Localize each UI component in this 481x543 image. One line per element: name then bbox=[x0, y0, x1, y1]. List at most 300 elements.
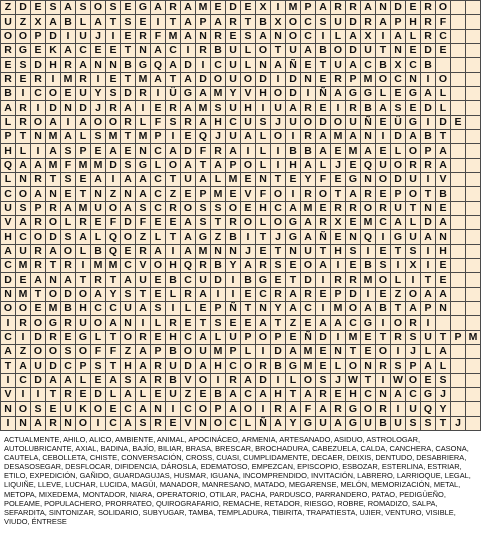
grid-cell[interactable]: T bbox=[106, 273, 121, 287]
grid-cell[interactable]: A bbox=[241, 129, 256, 143]
grid-cell[interactable]: L bbox=[151, 158, 166, 172]
grid-cell[interactable]: R bbox=[46, 201, 61, 215]
grid-cell[interactable]: M bbox=[16, 287, 31, 301]
grid-cell[interactable]: M bbox=[226, 172, 241, 186]
grid-cell[interactable]: O bbox=[241, 215, 256, 229]
grid-cell[interactable]: A bbox=[31, 416, 46, 430]
grid-cell[interactable]: Y bbox=[301, 172, 316, 186]
grid-cell[interactable]: A bbox=[121, 273, 136, 287]
grid-cell[interactable]: D bbox=[46, 230, 61, 244]
grid-cell[interactable]: O bbox=[241, 158, 256, 172]
grid-cell[interactable]: F bbox=[61, 158, 76, 172]
grid-cell[interactable]: P bbox=[151, 129, 166, 143]
grid-cell[interactable]: T bbox=[76, 187, 91, 201]
grid-cell[interactable]: T bbox=[166, 15, 181, 29]
grid-cell[interactable]: C bbox=[301, 29, 316, 43]
grid-cell[interactable] bbox=[451, 101, 466, 115]
grid-cell[interactable]: X bbox=[31, 15, 46, 29]
grid-cell[interactable]: I bbox=[256, 402, 271, 416]
grid-cell[interactable]: O bbox=[346, 301, 361, 315]
grid-cell[interactable]: E bbox=[181, 129, 196, 143]
grid-cell[interactable]: O bbox=[271, 187, 286, 201]
grid-cell[interactable]: M bbox=[91, 258, 106, 272]
grid-cell[interactable]: A bbox=[46, 144, 61, 158]
grid-cell[interactable]: U bbox=[1, 201, 16, 215]
grid-cell[interactable]: E bbox=[166, 215, 181, 229]
grid-cell[interactable]: O bbox=[301, 373, 316, 387]
grid-cell[interactable]: Y bbox=[106, 287, 121, 301]
grid-cell[interactable]: R bbox=[301, 287, 316, 301]
grid-cell[interactable]: E bbox=[331, 172, 346, 186]
grid-cell[interactable] bbox=[451, 215, 466, 229]
grid-cell[interactable]: E bbox=[151, 287, 166, 301]
grid-cell[interactable]: E bbox=[106, 43, 121, 57]
grid-cell[interactable]: A bbox=[286, 101, 301, 115]
grid-cell[interactable]: A bbox=[376, 15, 391, 29]
grid-cell[interactable]: M bbox=[106, 129, 121, 143]
grid-cell[interactable]: T bbox=[376, 43, 391, 57]
grid-cell[interactable]: T bbox=[376, 330, 391, 344]
grid-cell[interactable]: F bbox=[151, 115, 166, 129]
grid-cell[interactable]: O bbox=[16, 402, 31, 416]
grid-cell[interactable]: A bbox=[61, 373, 76, 387]
grid-cell[interactable] bbox=[466, 187, 481, 201]
grid-cell[interactable]: I bbox=[421, 316, 436, 330]
grid-cell[interactable]: R bbox=[301, 101, 316, 115]
grid-cell[interactable]: Ñ bbox=[226, 301, 241, 315]
grid-cell[interactable] bbox=[451, 359, 466, 373]
grid-cell[interactable]: V bbox=[181, 373, 196, 387]
grid-cell[interactable]: O bbox=[16, 301, 31, 315]
grid-cell[interactable]: A bbox=[436, 158, 451, 172]
grid-cell[interactable]: E bbox=[316, 359, 331, 373]
grid-cell[interactable]: R bbox=[46, 330, 61, 344]
grid-cell[interactable]: C bbox=[301, 15, 316, 29]
grid-cell[interactable]: A bbox=[301, 215, 316, 229]
grid-cell[interactable]: S bbox=[136, 201, 151, 215]
grid-cell[interactable]: E bbox=[91, 215, 106, 229]
grid-cell[interactable]: A bbox=[31, 187, 46, 201]
grid-cell[interactable]: D bbox=[256, 72, 271, 86]
grid-cell[interactable]: A bbox=[181, 244, 196, 258]
grid-cell[interactable]: A bbox=[46, 244, 61, 258]
grid-cell[interactable] bbox=[466, 316, 481, 330]
grid-cell[interactable]: Ü bbox=[391, 115, 406, 129]
grid-cell[interactable]: M bbox=[361, 273, 376, 287]
grid-cell[interactable]: T bbox=[361, 373, 376, 387]
grid-cell[interactable]: E bbox=[241, 172, 256, 186]
grid-cell[interactable]: A bbox=[391, 215, 406, 229]
grid-cell[interactable]: Z bbox=[181, 387, 196, 401]
grid-cell[interactable]: Q bbox=[421, 402, 436, 416]
grid-cell[interactable]: A bbox=[136, 359, 151, 373]
grid-cell[interactable]: W bbox=[391, 373, 406, 387]
grid-cell[interactable]: U bbox=[136, 273, 151, 287]
grid-cell[interactable]: I bbox=[376, 373, 391, 387]
grid-cell[interactable]: N bbox=[331, 344, 346, 358]
grid-cell[interactable]: L bbox=[136, 387, 151, 401]
grid-cell[interactable]: T bbox=[136, 287, 151, 301]
grid-cell[interactable]: P bbox=[391, 187, 406, 201]
grid-cell[interactable]: Y bbox=[436, 402, 451, 416]
grid-cell[interactable]: T bbox=[16, 129, 31, 143]
grid-cell[interactable]: E bbox=[121, 29, 136, 43]
grid-cell[interactable]: T bbox=[121, 72, 136, 86]
grid-cell[interactable]: I bbox=[16, 387, 31, 401]
grid-cell[interactable]: A bbox=[361, 144, 376, 158]
grid-cell[interactable]: E bbox=[406, 43, 421, 57]
grid-cell[interactable]: M bbox=[46, 158, 61, 172]
grid-cell[interactable]: O bbox=[16, 29, 31, 43]
grid-cell[interactable]: T bbox=[46, 387, 61, 401]
grid-cell[interactable]: R bbox=[16, 101, 31, 115]
grid-cell[interactable]: J bbox=[331, 373, 346, 387]
grid-cell[interactable]: I bbox=[271, 144, 286, 158]
grid-cell[interactable]: O bbox=[241, 402, 256, 416]
grid-cell[interactable]: S bbox=[211, 201, 226, 215]
grid-cell[interactable]: F bbox=[106, 215, 121, 229]
grid-cell[interactable]: L bbox=[256, 144, 271, 158]
grid-cell[interactable]: L bbox=[61, 215, 76, 229]
grid-cell[interactable]: N bbox=[196, 416, 211, 430]
grid-cell[interactable]: P bbox=[1, 129, 16, 143]
grid-cell[interactable]: A bbox=[436, 287, 451, 301]
grid-cell[interactable]: R bbox=[211, 29, 226, 43]
grid-cell[interactable]: S bbox=[91, 359, 106, 373]
grid-cell[interactable]: R bbox=[421, 1, 436, 15]
grid-cell[interactable]: A bbox=[61, 129, 76, 143]
grid-cell[interactable]: R bbox=[316, 387, 331, 401]
grid-cell[interactable]: C bbox=[166, 43, 181, 57]
grid-cell[interactable]: I bbox=[196, 58, 211, 72]
grid-cell[interactable]: L bbox=[241, 416, 256, 430]
grid-cell[interactable]: A bbox=[331, 86, 346, 100]
grid-cell[interactable]: B bbox=[361, 258, 376, 272]
grid-cell[interactable]: H bbox=[1, 230, 16, 244]
grid-cell[interactable] bbox=[451, 58, 466, 72]
grid-cell[interactable]: S bbox=[196, 201, 211, 215]
grid-cell[interactable]: H bbox=[436, 244, 451, 258]
grid-cell[interactable]: B bbox=[301, 144, 316, 158]
grid-cell[interactable]: S bbox=[421, 416, 436, 430]
grid-cell[interactable]: H bbox=[241, 101, 256, 115]
grid-cell[interactable]: T bbox=[391, 301, 406, 315]
grid-cell[interactable]: A bbox=[196, 359, 211, 373]
grid-cell[interactable]: O bbox=[31, 344, 46, 358]
grid-cell[interactable] bbox=[466, 287, 481, 301]
grid-cell[interactable]: D bbox=[256, 373, 271, 387]
grid-cell[interactable]: N bbox=[286, 244, 301, 258]
grid-cell[interactable]: A bbox=[211, 158, 226, 172]
grid-cell[interactable]: E bbox=[241, 316, 256, 330]
grid-cell[interactable]: N bbox=[226, 244, 241, 258]
grid-cell[interactable]: L bbox=[151, 230, 166, 244]
grid-cell[interactable]: D bbox=[181, 144, 196, 158]
grid-cell[interactable]: H bbox=[166, 330, 181, 344]
grid-cell[interactable]: E bbox=[436, 201, 451, 215]
grid-cell[interactable]: C bbox=[1, 258, 16, 272]
grid-cell[interactable]: D bbox=[421, 215, 436, 229]
grid-cell[interactable]: C bbox=[106, 416, 121, 430]
grid-cell[interactable]: U bbox=[361, 43, 376, 57]
grid-cell[interactable]: U bbox=[166, 359, 181, 373]
grid-cell[interactable]: I bbox=[1, 416, 16, 430]
grid-cell[interactable]: O bbox=[376, 172, 391, 186]
grid-cell[interactable]: E bbox=[316, 287, 331, 301]
grid-cell[interactable]: D bbox=[181, 58, 196, 72]
grid-cell[interactable]: E bbox=[121, 1, 136, 15]
grid-cell[interactable]: G bbox=[181, 86, 196, 100]
grid-cell[interactable]: F bbox=[151, 29, 166, 43]
grid-cell[interactable]: B bbox=[166, 273, 181, 287]
grid-cell[interactable]: A bbox=[301, 43, 316, 57]
grid-cell[interactable]: A bbox=[241, 373, 256, 387]
grid-cell[interactable]: U bbox=[361, 416, 376, 430]
grid-cell[interactable]: I bbox=[106, 172, 121, 186]
grid-cell[interactable]: H bbox=[211, 359, 226, 373]
grid-cell[interactable]: U bbox=[331, 58, 346, 72]
grid-cell[interactable]: O bbox=[196, 373, 211, 387]
grid-cell[interactable]: I bbox=[136, 316, 151, 330]
grid-cell[interactable]: O bbox=[76, 416, 91, 430]
grid-cell[interactable]: A bbox=[211, 15, 226, 29]
grid-cell[interactable]: B bbox=[316, 43, 331, 57]
grid-cell[interactable]: P bbox=[31, 29, 46, 43]
grid-cell[interactable]: L bbox=[106, 387, 121, 401]
grid-cell[interactable] bbox=[466, 387, 481, 401]
grid-cell[interactable]: N bbox=[256, 301, 271, 315]
grid-cell[interactable]: G bbox=[346, 402, 361, 416]
grid-cell[interactable]: C bbox=[406, 387, 421, 401]
grid-cell[interactable]: I bbox=[421, 72, 436, 86]
grid-cell[interactable]: U bbox=[346, 115, 361, 129]
grid-cell[interactable]: R bbox=[331, 1, 346, 15]
grid-cell[interactable]: O bbox=[91, 115, 106, 129]
grid-cell[interactable]: E bbox=[61, 187, 76, 201]
grid-cell[interactable]: A bbox=[121, 101, 136, 115]
grid-cell[interactable]: A bbox=[136, 301, 151, 315]
grid-cell[interactable]: A bbox=[136, 402, 151, 416]
grid-cell[interactable]: S bbox=[151, 301, 166, 315]
grid-cell[interactable]: O bbox=[391, 316, 406, 330]
grid-cell[interactable]: I bbox=[316, 29, 331, 43]
grid-cell[interactable]: O bbox=[181, 344, 196, 358]
grid-cell[interactable] bbox=[451, 301, 466, 315]
grid-cell[interactable] bbox=[451, 1, 466, 15]
grid-cell[interactable]: C bbox=[16, 230, 31, 244]
grid-cell[interactable]: V bbox=[241, 86, 256, 100]
grid-cell[interactable]: I bbox=[226, 287, 241, 301]
grid-cell[interactable]: R bbox=[136, 29, 151, 43]
grid-cell[interactable]: U bbox=[226, 58, 241, 72]
grid-cell[interactable]: D bbox=[121, 215, 136, 229]
grid-cell[interactable]: C bbox=[346, 316, 361, 330]
grid-cell[interactable]: R bbox=[331, 72, 346, 86]
grid-cell[interactable]: E bbox=[316, 101, 331, 115]
grid-cell[interactable]: L bbox=[1, 115, 16, 129]
grid-cell[interactable]: R bbox=[91, 273, 106, 287]
grid-cell[interactable]: I bbox=[286, 129, 301, 143]
grid-cell[interactable]: E bbox=[91, 373, 106, 387]
grid-cell[interactable]: N bbox=[256, 172, 271, 186]
grid-cell[interactable]: B bbox=[421, 58, 436, 72]
grid-cell[interactable]: E bbox=[406, 1, 421, 15]
grid-cell[interactable]: T bbox=[331, 187, 346, 201]
grid-cell[interactable]: A bbox=[1, 101, 16, 115]
grid-cell[interactable]: P bbox=[241, 330, 256, 344]
grid-cell[interactable]: U bbox=[226, 72, 241, 86]
grid-cell[interactable]: L bbox=[151, 316, 166, 330]
grid-cell[interactable]: T bbox=[286, 387, 301, 401]
grid-cell[interactable]: O bbox=[346, 359, 361, 373]
grid-cell[interactable]: A bbox=[436, 344, 451, 358]
grid-cell[interactable]: T bbox=[241, 15, 256, 29]
grid-cell[interactable]: S bbox=[121, 15, 136, 29]
grid-cell[interactable]: E bbox=[76, 172, 91, 186]
grid-cell[interactable]: M bbox=[76, 201, 91, 215]
grid-cell[interactable]: U bbox=[226, 101, 241, 115]
grid-cell[interactable]: P bbox=[301, 1, 316, 15]
grid-cell[interactable]: L bbox=[316, 158, 331, 172]
grid-cell[interactable]: M bbox=[136, 72, 151, 86]
grid-cell[interactable]: A bbox=[16, 359, 31, 373]
grid-cell[interactable]: B bbox=[256, 15, 271, 29]
grid-cell[interactable] bbox=[466, 15, 481, 29]
grid-cell[interactable]: R bbox=[16, 316, 31, 330]
grid-cell[interactable]: R bbox=[31, 72, 46, 86]
grid-cell[interactable]: O bbox=[256, 330, 271, 344]
grid-cell[interactable]: B bbox=[286, 144, 301, 158]
grid-cell[interactable]: A bbox=[106, 373, 121, 387]
grid-cell[interactable]: L bbox=[76, 244, 91, 258]
grid-cell[interactable]: Z bbox=[121, 344, 136, 358]
grid-cell[interactable]: C bbox=[76, 43, 91, 57]
grid-cell[interactable]: B bbox=[211, 387, 226, 401]
grid-cell[interactable] bbox=[466, 244, 481, 258]
grid-cell[interactable]: L bbox=[241, 344, 256, 358]
grid-cell[interactable]: S bbox=[316, 373, 331, 387]
grid-cell[interactable] bbox=[466, 1, 481, 15]
grid-cell[interactable]: A bbox=[121, 387, 136, 401]
grid-cell[interactable]: R bbox=[421, 15, 436, 29]
grid-cell[interactable]: L bbox=[331, 359, 346, 373]
grid-cell[interactable]: C bbox=[256, 287, 271, 301]
grid-cell[interactable]: L bbox=[241, 43, 256, 57]
grid-cell[interactable]: Y bbox=[91, 86, 106, 100]
grid-cell[interactable] bbox=[451, 72, 466, 86]
grid-cell[interactable]: N bbox=[436, 301, 451, 315]
grid-cell[interactable]: H bbox=[211, 115, 226, 129]
grid-cell[interactable]: R bbox=[346, 201, 361, 215]
grid-cell[interactable]: R bbox=[421, 158, 436, 172]
grid-cell[interactable]: O bbox=[301, 115, 316, 129]
grid-cell[interactable]: R bbox=[76, 215, 91, 229]
grid-cell[interactable]: O bbox=[376, 273, 391, 287]
grid-cell[interactable]: R bbox=[166, 201, 181, 215]
grid-cell[interactable]: V bbox=[241, 187, 256, 201]
grid-cell[interactable]: L bbox=[406, 215, 421, 229]
grid-cell[interactable]: R bbox=[31, 244, 46, 258]
grid-cell[interactable]: E bbox=[151, 273, 166, 287]
grid-cell[interactable]: T bbox=[121, 129, 136, 143]
grid-cell[interactable] bbox=[451, 387, 466, 401]
grid-cell[interactable]: T bbox=[271, 244, 286, 258]
grid-cell[interactable]: A bbox=[376, 101, 391, 115]
grid-cell[interactable] bbox=[466, 373, 481, 387]
grid-cell[interactable]: N bbox=[361, 129, 376, 143]
grid-cell[interactable]: M bbox=[346, 330, 361, 344]
grid-cell[interactable]: N bbox=[1, 287, 16, 301]
grid-cell[interactable]: P bbox=[31, 201, 46, 215]
grid-cell[interactable]: A bbox=[91, 15, 106, 29]
grid-cell[interactable]: A bbox=[136, 172, 151, 186]
grid-cell[interactable]: H bbox=[76, 301, 91, 315]
grid-cell[interactable]: D bbox=[46, 101, 61, 115]
grid-cell[interactable]: G bbox=[136, 1, 151, 15]
grid-cell[interactable]: I bbox=[331, 330, 346, 344]
grid-cell[interactable]: G bbox=[346, 86, 361, 100]
grid-cell[interactable]: I bbox=[31, 101, 46, 115]
grid-cell[interactable]: D bbox=[346, 43, 361, 57]
grid-cell[interactable]: C bbox=[121, 402, 136, 416]
grid-cell[interactable] bbox=[466, 215, 481, 229]
grid-cell[interactable]: L bbox=[436, 359, 451, 373]
grid-cell[interactable]: C bbox=[376, 215, 391, 229]
grid-cell[interactable]: O bbox=[16, 187, 31, 201]
grid-cell[interactable]: P bbox=[196, 187, 211, 201]
grid-cell[interactable]: R bbox=[166, 101, 181, 115]
grid-cell[interactable]: E bbox=[376, 244, 391, 258]
grid-cell[interactable]: R bbox=[31, 172, 46, 186]
grid-cell[interactable]: Z bbox=[136, 230, 151, 244]
grid-cell[interactable]: A bbox=[241, 258, 256, 272]
grid-cell[interactable]: A bbox=[151, 43, 166, 57]
grid-cell[interactable]: T bbox=[436, 416, 451, 430]
grid-cell[interactable]: Q bbox=[151, 58, 166, 72]
grid-cell[interactable]: O bbox=[376, 344, 391, 358]
grid-cell[interactable]: A bbox=[46, 15, 61, 29]
grid-cell[interactable]: C bbox=[181, 330, 196, 344]
grid-cell[interactable]: A bbox=[91, 287, 106, 301]
grid-cell[interactable]: Ñ bbox=[256, 416, 271, 430]
grid-cell[interactable]: R bbox=[61, 316, 76, 330]
grid-cell[interactable]: C bbox=[1, 187, 16, 201]
grid-cell[interactable]: R bbox=[136, 330, 151, 344]
grid-cell[interactable]: A bbox=[181, 215, 196, 229]
grid-cell[interactable]: L bbox=[76, 373, 91, 387]
grid-cell[interactable]: G bbox=[361, 86, 376, 100]
grid-cell[interactable]: E bbox=[31, 301, 46, 315]
grid-cell[interactable]: M bbox=[211, 86, 226, 100]
grid-cell[interactable]: C bbox=[151, 144, 166, 158]
grid-cell[interactable]: U bbox=[241, 115, 256, 129]
grid-cell[interactable] bbox=[451, 258, 466, 272]
grid-cell[interactable]: O bbox=[226, 201, 241, 215]
grid-cell[interactable]: V bbox=[1, 387, 16, 401]
grid-cell[interactable]: G bbox=[256, 273, 271, 287]
grid-cell[interactable]: E bbox=[406, 101, 421, 115]
grid-cell[interactable]: N bbox=[406, 72, 421, 86]
grid-cell[interactable]: I bbox=[361, 244, 376, 258]
grid-cell[interactable]: Q bbox=[106, 230, 121, 244]
grid-cell[interactable]: A bbox=[181, 72, 196, 86]
grid-cell[interactable]: T bbox=[166, 230, 181, 244]
grid-cell[interactable]: R bbox=[331, 273, 346, 287]
grid-cell[interactable]: Ñ bbox=[301, 330, 316, 344]
grid-cell[interactable]: F bbox=[256, 187, 271, 201]
grid-cell[interactable]: E bbox=[91, 43, 106, 57]
grid-cell[interactable]: E bbox=[361, 330, 376, 344]
